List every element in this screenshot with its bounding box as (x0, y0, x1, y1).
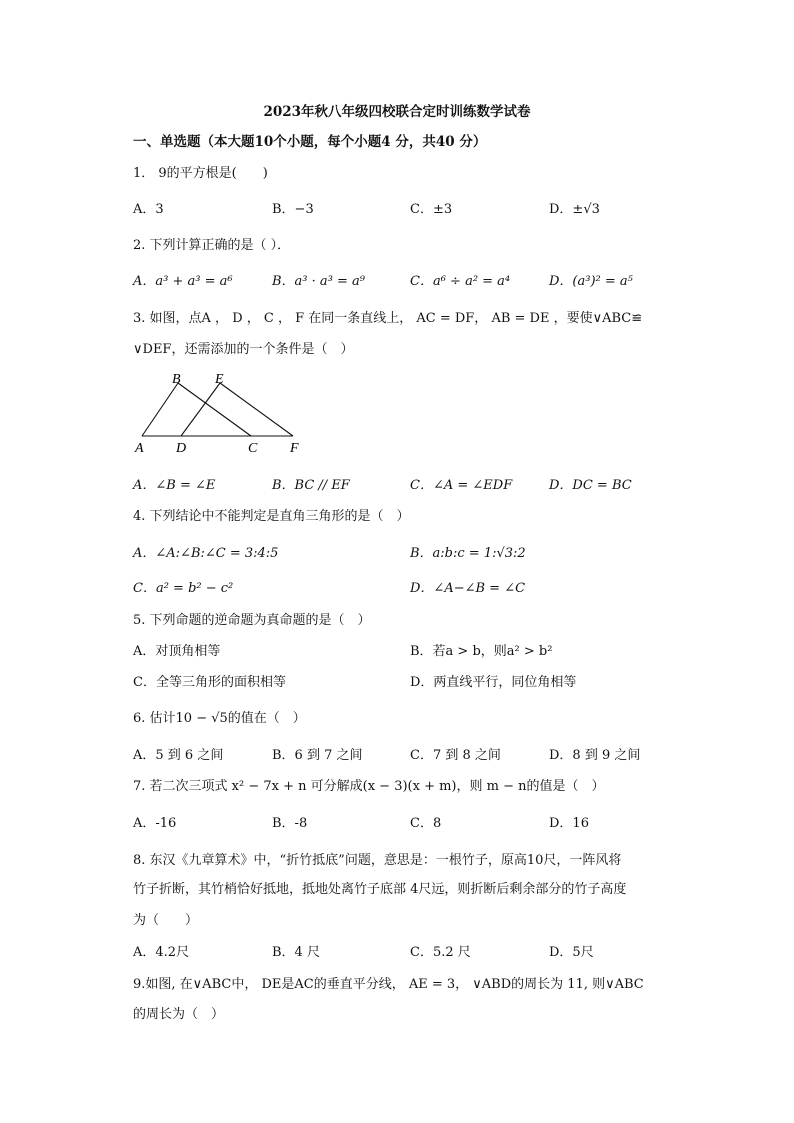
question-5-option-d: D．两直线平行，同位角相等 (410, 675, 577, 690)
question-8-option-b: B．4 尺 (272, 945, 320, 960)
question-7-option-d: D．16 (549, 816, 589, 831)
question-4-stem: 4. 下列结论中不能判定是直角三角形的是（ ） (133, 509, 410, 524)
question-2-stem: 2. 下列计算正确的是（ ）． (133, 238, 291, 253)
question-3-option-d: D．DC = BC (549, 478, 632, 493)
question-7-option-c: C．8 (410, 816, 442, 831)
question-3-option-b: B．BC // EF (272, 478, 350, 493)
question-7-option-b: B．-8 (272, 816, 308, 831)
question-8-stem-line-1: 8. 东汉《九章算术》中，“折竹抵底”问题，意思是：一根竹子，原高10尺，一阵风将 (133, 853, 622, 868)
question-1-option-a: A．3 (133, 202, 164, 217)
question-3-stem-line-1: 3. 如图，点A ， D ， C ， F 在同一条直线上， AC = DF， AB = DE ，要使∨ABC≌ (133, 311, 643, 326)
question-5-option-b: B．若a > b，则a² > b² (410, 644, 553, 659)
question-4-option-d: D．∠A−∠B = ∠C (410, 581, 526, 596)
question-1-option-c: C．±3 (410, 202, 453, 217)
label-c: C (248, 441, 258, 456)
question-7-option-a: A．-16 (133, 816, 177, 831)
label-d: D (176, 441, 187, 456)
question-6-option-c: C．7 到 8 之间 (410, 748, 501, 763)
label-f: F (290, 441, 299, 456)
question-2-option-b: B．a³ · a³ = a⁹ (272, 274, 365, 289)
question-6-option-b: B．6 到 7 之间 (272, 748, 363, 763)
question-2-option-c: C．a⁶ ÷ a² = a⁴ (410, 274, 511, 289)
question-8-option-c: C．5.2 尺 (410, 945, 471, 960)
question-8-option-a: A．4.2尺 (133, 945, 190, 960)
question-4-option-c: C．a² = b² − c² (133, 581, 234, 596)
question-7-stem: 7. 若二次三项式 x² − 7x + n 可分解成(x − 3)(x + m)，则 m − n的值是（ ） (133, 779, 605, 794)
question-1-stem: 1． 9的平方根是( ) (133, 166, 268, 181)
question-8-option-d: D．5尺 (549, 945, 594, 960)
question-6-option-d: D．8 到 9 之间 (549, 748, 641, 763)
question-5-stem: 5. 下列命题的逆命题为真命题的是（ ） (133, 613, 371, 628)
section-heading: 一、单选题（本大题10个小题，每个小题4 分，共40 分） (133, 134, 487, 150)
question-3-option-a: A．∠B = ∠E (133, 478, 216, 493)
label-b: B (172, 372, 181, 387)
question-1-option-b: B．−3 (272, 202, 314, 217)
question-6-stem: 6. 估计10 − √5的值在（ ） (133, 711, 306, 726)
exam-title: 2023年秋八年级四校联合定时训练数学试卷 (263, 104, 531, 120)
question-4-option-b: B．a:b:c = 1:√3:2 (410, 546, 526, 561)
question-2-option-d: D．(a³)² = a⁵ (549, 274, 633, 289)
question-8-stem-line-3: 为（ ） (133, 913, 199, 928)
label-e: E (215, 372, 224, 387)
question-1-option-d: D．±√3 (549, 202, 600, 217)
question-3-option-c: C．∠A = ∠EDF (410, 478, 513, 493)
question-2-option-a: A．a³ + a³ = a⁶ (133, 274, 233, 289)
triangle-figure (133, 368, 313, 462)
question-5-option-a: A．对顶角相等 (133, 644, 221, 659)
question-3-stem-line-2: ∨DEF，还需添加的一个条件是（ ） (133, 342, 354, 357)
question-4-option-a: A．∠A:∠B:∠C = 3:4:5 (133, 546, 279, 561)
question-9-stem-line-1: 9.如图, 在∨ABC中， DE是AC的垂直平分线， AE = 3， ∨ABD的周长为 11, 则∨ABC (133, 977, 644, 992)
question-8-stem-line-2: 竹子折断，其竹梢恰好抵地，抵地处离竹子底部 4尺远，则折断后剩余部分的竹子高度 (133, 882, 627, 897)
question-9-stem-line-2: 的周长为（ ） (133, 1007, 225, 1022)
question-5-option-c: C．全等三角形的面积相等 (133, 675, 286, 690)
label-a: A (135, 441, 144, 456)
question-6-option-a: A．5 到 6 之间 (133, 748, 224, 763)
